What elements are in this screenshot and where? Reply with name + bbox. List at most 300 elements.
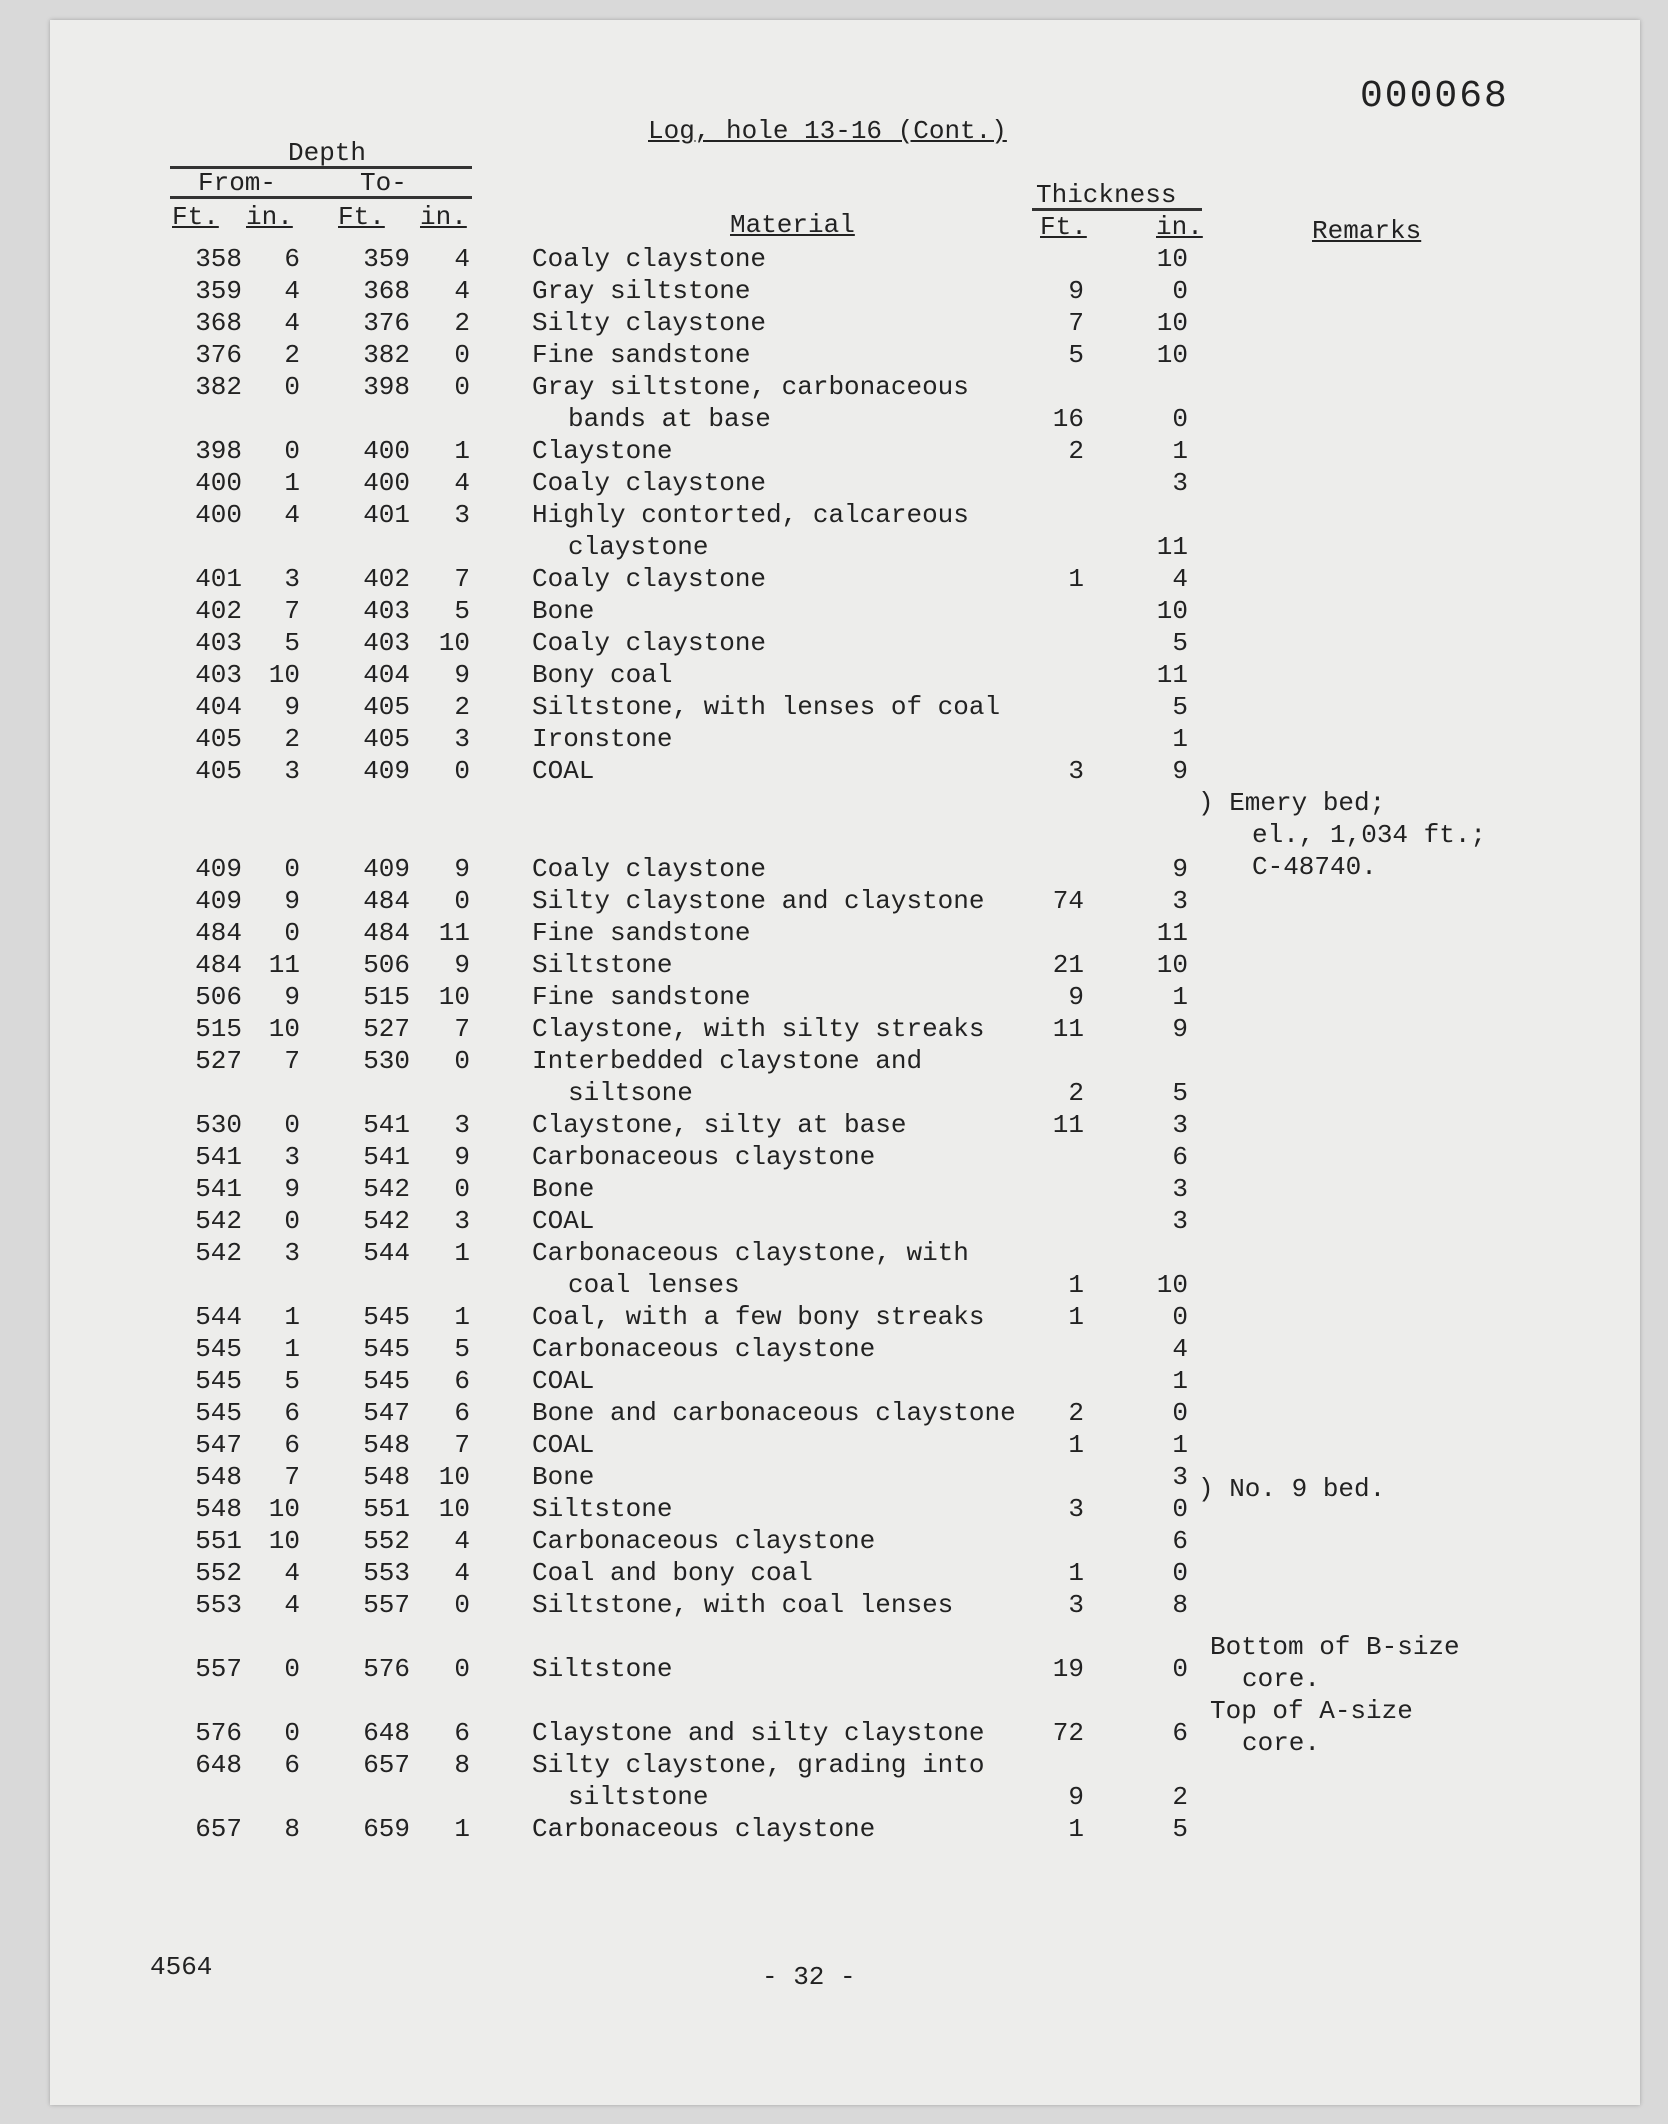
to-in-cell: 4: [454, 1526, 470, 1556]
thickness-in-cell: 10: [1156, 308, 1188, 338]
material-cell: Carbonaceous claystone: [532, 1142, 876, 1172]
to-in-cell: 0: [454, 1654, 470, 1684]
thickness-in-cell: 4: [1172, 1334, 1188, 1364]
from-in-cell: 7: [284, 1462, 300, 1492]
to-ft-cell: 553: [363, 1558, 410, 1588]
from-ft-cell: 401: [195, 564, 242, 594]
material-cell: Carbonaceous claystone, with: [532, 1238, 969, 1268]
thickness-in-cell: 3: [1172, 1206, 1188, 1236]
to-in-cell: 0: [454, 1046, 470, 1076]
header-to-in: in.: [420, 202, 467, 232]
from-in-cell: 0: [284, 436, 300, 466]
thickness-in-cell: 6: [1172, 1526, 1188, 1556]
from-in-cell: 7: [284, 1046, 300, 1076]
material-cell: COAL: [532, 1430, 595, 1460]
from-ft-cell: 358: [195, 244, 242, 274]
material-cell: Siltstone: [532, 1654, 673, 1684]
to-ft-cell: 400: [363, 468, 410, 498]
material-cell: Coaly claystone: [532, 564, 767, 594]
thickness-ft-cell: 1: [1068, 1430, 1084, 1460]
from-in-cell: 10: [268, 660, 300, 690]
remark-emery-2: el., 1,034 ft.;: [1252, 820, 1487, 850]
from-ft-cell: 484: [195, 950, 242, 980]
from-ft-cell: 541: [195, 1142, 242, 1172]
from-ft-cell: 409: [195, 854, 242, 884]
from-ft-cell: 552: [195, 1558, 242, 1588]
from-in-cell: 0: [284, 372, 300, 402]
material-cell: Fine sandstone: [532, 340, 751, 370]
material-cell: Claystone and silty claystone: [532, 1718, 985, 1748]
to-ft-cell: 405: [363, 724, 410, 754]
to-in-cell: 4: [454, 276, 470, 306]
thickness-in-cell: 4: [1172, 564, 1188, 594]
thickness-in-cell: 11: [1156, 660, 1188, 690]
to-in-cell: 1: [454, 436, 470, 466]
to-in-cell: 1: [454, 1302, 470, 1332]
from-in-cell: 0: [284, 1718, 300, 1748]
to-ft-cell: 409: [363, 756, 410, 786]
to-in-cell: 0: [454, 1174, 470, 1204]
thickness-in-cell: 11: [1156, 918, 1188, 948]
thickness-ft-cell: 3: [1068, 1494, 1084, 1524]
material-cell: Claystone, with silty streaks: [532, 1014, 985, 1044]
material-cell: COAL: [532, 1206, 595, 1236]
to-ft-cell: 515: [363, 982, 410, 1012]
thickness-in-cell: 10: [1156, 340, 1188, 370]
to-in-cell: 1: [454, 1814, 470, 1844]
remark-top-a-1: Top of A-size: [1210, 1696, 1413, 1726]
from-ft-cell: 404: [195, 692, 242, 722]
material-cell: siltstone: [568, 1782, 709, 1812]
thickness-in-cell: 3: [1172, 1174, 1188, 1204]
thickness-ft-cell: 19: [1052, 1654, 1084, 1684]
thickness-in-cell: 5: [1172, 628, 1188, 658]
to-in-cell: 3: [454, 724, 470, 754]
from-ft-cell: 545: [195, 1334, 242, 1364]
material-cell: Bone: [532, 596, 595, 626]
to-in-cell: 3: [454, 1206, 470, 1236]
to-ft-cell: 409: [363, 854, 410, 884]
to-ft-cell: 552: [363, 1526, 410, 1556]
thickness-in-cell: 2: [1172, 1782, 1188, 1812]
to-ft-cell: 527: [363, 1014, 410, 1044]
to-in-cell: 6: [454, 1398, 470, 1428]
from-ft-cell: 541: [195, 1174, 242, 1204]
material-cell: Bone: [532, 1462, 595, 1492]
from-in-cell: 11: [268, 950, 300, 980]
to-in-cell: 9: [454, 854, 470, 884]
thickness-ft-cell: 9: [1068, 276, 1084, 306]
thickness-ft-cell: 1: [1068, 1558, 1084, 1588]
remark-emery-1: ) Emery bed;: [1198, 788, 1386, 818]
thickness-in-cell: 6: [1172, 1718, 1188, 1748]
from-ft-cell: 382: [195, 372, 242, 402]
thickness-ft-cell: 1: [1068, 1302, 1084, 1332]
material-cell: Silty claystone, grading into: [532, 1750, 985, 1780]
material-cell: Siltstone, with coal lenses: [532, 1590, 954, 1620]
thickness-in-cell: 10: [1156, 1270, 1188, 1300]
from-ft-cell: 553: [195, 1590, 242, 1620]
from-in-cell: 7: [284, 596, 300, 626]
material-cell: Carbonaceous claystone: [532, 1814, 876, 1844]
to-in-cell: 10: [438, 982, 470, 1012]
from-ft-cell: 576: [195, 1718, 242, 1748]
material-cell: Siltstone: [532, 1494, 673, 1524]
thickness-ft-cell: 1: [1068, 1814, 1084, 1844]
to-in-cell: 2: [454, 692, 470, 722]
to-in-cell: 9: [454, 660, 470, 690]
thickness-in-cell: 9: [1172, 756, 1188, 786]
from-in-cell: 4: [284, 500, 300, 530]
thickness-ft-cell: 2: [1068, 436, 1084, 466]
thickness-ft-cell: 1: [1068, 564, 1084, 594]
from-ft-cell: 557: [195, 1654, 242, 1684]
to-in-cell: 8: [454, 1750, 470, 1780]
thickness-ft-cell: 5: [1068, 340, 1084, 370]
thickness-in-cell: 0: [1172, 1398, 1188, 1428]
from-in-cell: 2: [284, 724, 300, 754]
to-in-cell: 10: [438, 628, 470, 658]
from-in-cell: 0: [284, 1110, 300, 1140]
thickness-ft-cell: 11: [1052, 1014, 1084, 1044]
thickness-in-cell: 5: [1172, 1814, 1188, 1844]
material-cell: Silty claystone and claystone: [532, 886, 985, 916]
material-cell: bands at base: [568, 404, 771, 434]
thickness-in-cell: 9: [1172, 854, 1188, 884]
from-in-cell: 0: [284, 1206, 300, 1236]
to-ft-cell: 657: [363, 1750, 410, 1780]
from-in-cell: 9: [284, 1174, 300, 1204]
from-ft-cell: 648: [195, 1750, 242, 1780]
from-in-cell: 10: [268, 1494, 300, 1524]
thickness-in-cell: 10: [1156, 950, 1188, 980]
from-ft-cell: 551: [195, 1526, 242, 1556]
to-ft-cell: 557: [363, 1590, 410, 1620]
material-cell: Coaly claystone: [532, 628, 767, 658]
thickness-in-cell: 0: [1172, 404, 1188, 434]
footer-code: 4564: [150, 1952, 213, 1982]
thickness-ft-cell: 7: [1068, 308, 1084, 338]
to-ft-cell: 403: [363, 628, 410, 658]
thickness-in-cell: 0: [1172, 1654, 1188, 1684]
from-in-cell: 2: [284, 340, 300, 370]
material-cell: Bone: [532, 1174, 595, 1204]
header-thickness: Thickness: [1036, 180, 1177, 210]
to-in-cell: 9: [454, 950, 470, 980]
document-page: [50, 20, 1640, 2105]
material-cell: Siltstone, with lenses of coal: [532, 692, 1001, 722]
material-cell: Carbonaceous claystone: [532, 1334, 876, 1364]
header-to-ft: Ft.: [338, 202, 385, 232]
to-in-cell: 4: [454, 468, 470, 498]
thickness-in-cell: 3: [1172, 1110, 1188, 1140]
thickness-ft-cell: 3: [1068, 756, 1084, 786]
from-ft-cell: 405: [195, 724, 242, 754]
thickness-ft-cell: 2: [1068, 1398, 1084, 1428]
thickness-in-cell: 3: [1172, 1462, 1188, 1492]
material-cell: COAL: [532, 756, 595, 786]
from-in-cell: 10: [268, 1014, 300, 1044]
to-in-cell: 10: [438, 1494, 470, 1524]
from-ft-cell: 359: [195, 276, 242, 306]
to-in-cell: 3: [454, 500, 470, 530]
to-ft-cell: 544: [363, 1238, 410, 1268]
thickness-in-cell: 5: [1172, 1078, 1188, 1108]
from-ft-cell: 515: [195, 1014, 242, 1044]
thickness-in-cell: 0: [1172, 1494, 1188, 1524]
from-in-cell: 3: [284, 1142, 300, 1172]
to-ft-cell: 403: [363, 596, 410, 626]
material-cell: Coaly claystone: [532, 854, 767, 884]
to-ft-cell: 551: [363, 1494, 410, 1524]
from-in-cell: 3: [284, 564, 300, 594]
from-ft-cell: 376: [195, 340, 242, 370]
to-in-cell: 0: [454, 886, 470, 916]
to-ft-cell: 547: [363, 1398, 410, 1428]
from-ft-cell: 548: [195, 1494, 242, 1524]
from-in-cell: 6: [284, 1430, 300, 1460]
from-ft-cell: 657: [195, 1814, 242, 1844]
from-ft-cell: 547: [195, 1430, 242, 1460]
from-ft-cell: 400: [195, 468, 242, 498]
remark-emery-3: C-48740.: [1252, 852, 1377, 882]
to-ft-cell: 545: [363, 1366, 410, 1396]
header-from-in: in.: [246, 202, 293, 232]
from-in-cell: 0: [284, 1654, 300, 1684]
thickness-in-cell: 1: [1172, 1430, 1188, 1460]
thickness-ft-cell: 11: [1052, 1110, 1084, 1140]
header-to: To-: [360, 168, 407, 198]
to-ft-cell: 506: [363, 950, 410, 980]
header-depth: Depth: [288, 138, 367, 168]
to-ft-cell: 359: [363, 244, 410, 274]
material-cell: Coal and bony coal: [532, 1558, 813, 1588]
from-ft-cell: 530: [195, 1110, 242, 1140]
remark-no9: ) No. 9 bed.: [1198, 1474, 1386, 1504]
from-in-cell: 9: [284, 982, 300, 1012]
material-cell: Interbedded claystone and: [532, 1046, 923, 1076]
thickness-ft-cell: 9: [1068, 982, 1084, 1012]
thickness-ft-cell: 9: [1068, 1782, 1084, 1812]
remark-top-a-2: core.: [1242, 1728, 1321, 1758]
to-in-cell: 4: [454, 244, 470, 274]
material-cell: Silty claystone: [532, 308, 767, 338]
to-ft-cell: 545: [363, 1334, 410, 1364]
from-ft-cell: 548: [195, 1462, 242, 1492]
to-ft-cell: 484: [363, 918, 410, 948]
thickness-ft-cell: 2: [1068, 1078, 1084, 1108]
to-ft-cell: 541: [363, 1142, 410, 1172]
from-ft-cell: 368: [195, 308, 242, 338]
to-ft-cell: 400: [363, 436, 410, 466]
to-in-cell: 0: [454, 340, 470, 370]
to-in-cell: 7: [454, 1430, 470, 1460]
to-in-cell: 7: [454, 1014, 470, 1044]
material-cell: Highly contorted, calcareous: [532, 500, 969, 530]
from-ft-cell: 403: [195, 660, 242, 690]
to-in-cell: 6: [454, 1366, 470, 1396]
material-cell: Ironstone: [532, 724, 673, 754]
from-ft-cell: 544: [195, 1302, 242, 1332]
page-number: - 32 -: [762, 1962, 856, 1992]
thickness-in-cell: 1: [1172, 1366, 1188, 1396]
from-in-cell: 4: [284, 1590, 300, 1620]
to-ft-cell: 576: [363, 1654, 410, 1684]
to-ft-cell: 542: [363, 1206, 410, 1236]
to-in-cell: 6: [454, 1718, 470, 1748]
from-in-cell: 6: [284, 1750, 300, 1780]
header-from-ft: Ft.: [172, 202, 219, 232]
material-cell: Siltstone: [532, 950, 673, 980]
from-in-cell: 9: [284, 692, 300, 722]
thickness-in-cell: 1: [1172, 982, 1188, 1012]
from-in-cell: 3: [284, 1238, 300, 1268]
to-ft-cell: 376: [363, 308, 410, 338]
thickness-in-cell: 0: [1172, 1302, 1188, 1332]
from-in-cell: 9: [284, 886, 300, 916]
thickness-in-cell: 10: [1156, 596, 1188, 626]
material-cell: Fine sandstone: [532, 918, 751, 948]
to-in-cell: 0: [454, 1590, 470, 1620]
from-in-cell: 0: [284, 918, 300, 948]
to-in-cell: 4: [454, 1558, 470, 1588]
header-remarks: Remarks: [1312, 216, 1422, 246]
thickness-ft-cell: 21: [1052, 950, 1084, 980]
from-ft-cell: 506: [195, 982, 242, 1012]
header-thickness-ft: Ft.: [1040, 212, 1087, 242]
from-in-cell: 1: [284, 1302, 300, 1332]
from-ft-cell: 402: [195, 596, 242, 626]
to-in-cell: 3: [454, 1110, 470, 1140]
header-material: Material: [730, 210, 855, 240]
to-ft-cell: 402: [363, 564, 410, 594]
from-in-cell: 5: [284, 1366, 300, 1396]
from-ft-cell: 545: [195, 1366, 242, 1396]
from-ft-cell: 527: [195, 1046, 242, 1076]
to-ft-cell: 382: [363, 340, 410, 370]
header-thickness-in: in.: [1156, 212, 1203, 242]
to-in-cell: 7: [454, 564, 470, 594]
to-ft-cell: 368: [363, 276, 410, 306]
remark-bottom-b-2: core.: [1242, 1664, 1321, 1694]
material-cell: Coal, with a few bony streaks: [532, 1302, 985, 1332]
from-in-cell: 0: [284, 854, 300, 884]
material-cell: Gray siltstone, carbonaceous: [532, 372, 969, 402]
thickness-in-cell: 10: [1156, 244, 1188, 274]
material-cell: Bony coal: [532, 660, 673, 690]
from-ft-cell: 542: [195, 1206, 242, 1236]
to-ft-cell: 542: [363, 1174, 410, 1204]
to-ft-cell: 530: [363, 1046, 410, 1076]
material-cell: siltsone: [568, 1078, 693, 1108]
thickness-in-cell: 8: [1172, 1590, 1188, 1620]
from-ft-cell: 400: [195, 500, 242, 530]
remark-bottom-b-1: Bottom of B-size: [1210, 1632, 1460, 1662]
material-cell: claystone: [568, 532, 709, 562]
from-in-cell: 10: [268, 1526, 300, 1556]
from-in-cell: 1: [284, 1334, 300, 1364]
to-ft-cell: 548: [363, 1430, 410, 1460]
thickness-in-cell: 0: [1172, 276, 1188, 306]
from-ft-cell: 403: [195, 628, 242, 658]
material-cell: Gray siltstone: [532, 276, 751, 306]
material-cell: Bone and carbonaceous claystone: [532, 1398, 1016, 1428]
from-in-cell: 6: [284, 1398, 300, 1428]
thickness-in-cell: 6: [1172, 1142, 1188, 1172]
material-cell: Claystone: [532, 436, 673, 466]
from-in-cell: 4: [284, 308, 300, 338]
thickness-ft-cell: 74: [1052, 886, 1084, 916]
to-ft-cell: 484: [363, 886, 410, 916]
thickness-in-cell: 3: [1172, 468, 1188, 498]
from-ft-cell: 542: [195, 1238, 242, 1268]
from-in-cell: 4: [284, 1558, 300, 1588]
to-in-cell: 0: [454, 372, 470, 402]
to-ft-cell: 541: [363, 1110, 410, 1140]
from-ft-cell: 484: [195, 918, 242, 948]
material-cell: Coaly claystone: [532, 244, 767, 274]
from-in-cell: 8: [284, 1814, 300, 1844]
to-ft-cell: 401: [363, 500, 410, 530]
to-ft-cell: 648: [363, 1718, 410, 1748]
from-in-cell: 3: [284, 756, 300, 786]
material-cell: Coaly claystone: [532, 468, 767, 498]
thickness-ft-cell: 72: [1052, 1718, 1084, 1748]
document-number: 000068: [1360, 75, 1509, 118]
thickness-in-cell: 3: [1172, 886, 1188, 916]
thickness-in-cell: 9: [1172, 1014, 1188, 1044]
to-in-cell: 9: [454, 1142, 470, 1172]
to-in-cell: 5: [454, 596, 470, 626]
to-ft-cell: 404: [363, 660, 410, 690]
from-ft-cell: 545: [195, 1398, 242, 1428]
header-from: From-: [198, 168, 277, 198]
to-ft-cell: 545: [363, 1302, 410, 1332]
to-in-cell: 5: [454, 1334, 470, 1364]
log-table: [50, 20, 1640, 2105]
from-in-cell: 6: [284, 244, 300, 274]
thickness-in-cell: 1: [1172, 436, 1188, 466]
to-ft-cell: 548: [363, 1462, 410, 1492]
to-in-cell: 10: [438, 1462, 470, 1492]
from-in-cell: 1: [284, 468, 300, 498]
page-title: Log, hole 13-16 (Cont.): [648, 116, 1007, 146]
material-cell: Fine sandstone: [532, 982, 751, 1012]
to-ft-cell: 405: [363, 692, 410, 722]
thickness-ft-cell: 16: [1052, 404, 1084, 434]
thickness-in-cell: 11: [1156, 532, 1188, 562]
thickness-ft-cell: 3: [1068, 1590, 1084, 1620]
from-ft-cell: 405: [195, 756, 242, 786]
thickness-in-cell: 1: [1172, 724, 1188, 754]
from-ft-cell: 409: [195, 886, 242, 916]
to-in-cell: 11: [438, 918, 470, 948]
to-ft-cell: 398: [363, 372, 410, 402]
to-in-cell: 0: [454, 756, 470, 786]
thickness-ft-cell: 1: [1068, 1270, 1084, 1300]
from-in-cell: 4: [284, 276, 300, 306]
material-cell: Carbonaceous claystone: [532, 1526, 876, 1556]
to-ft-cell: 659: [363, 1814, 410, 1844]
to-in-cell: 1: [454, 1238, 470, 1268]
material-cell: COAL: [532, 1366, 595, 1396]
from-in-cell: 5: [284, 628, 300, 658]
thickness-in-cell: 0: [1172, 1558, 1188, 1588]
to-in-cell: 2: [454, 308, 470, 338]
from-ft-cell: 398: [195, 436, 242, 466]
material-cell: coal lenses: [568, 1270, 740, 1300]
thickness-in-cell: 5: [1172, 692, 1188, 722]
